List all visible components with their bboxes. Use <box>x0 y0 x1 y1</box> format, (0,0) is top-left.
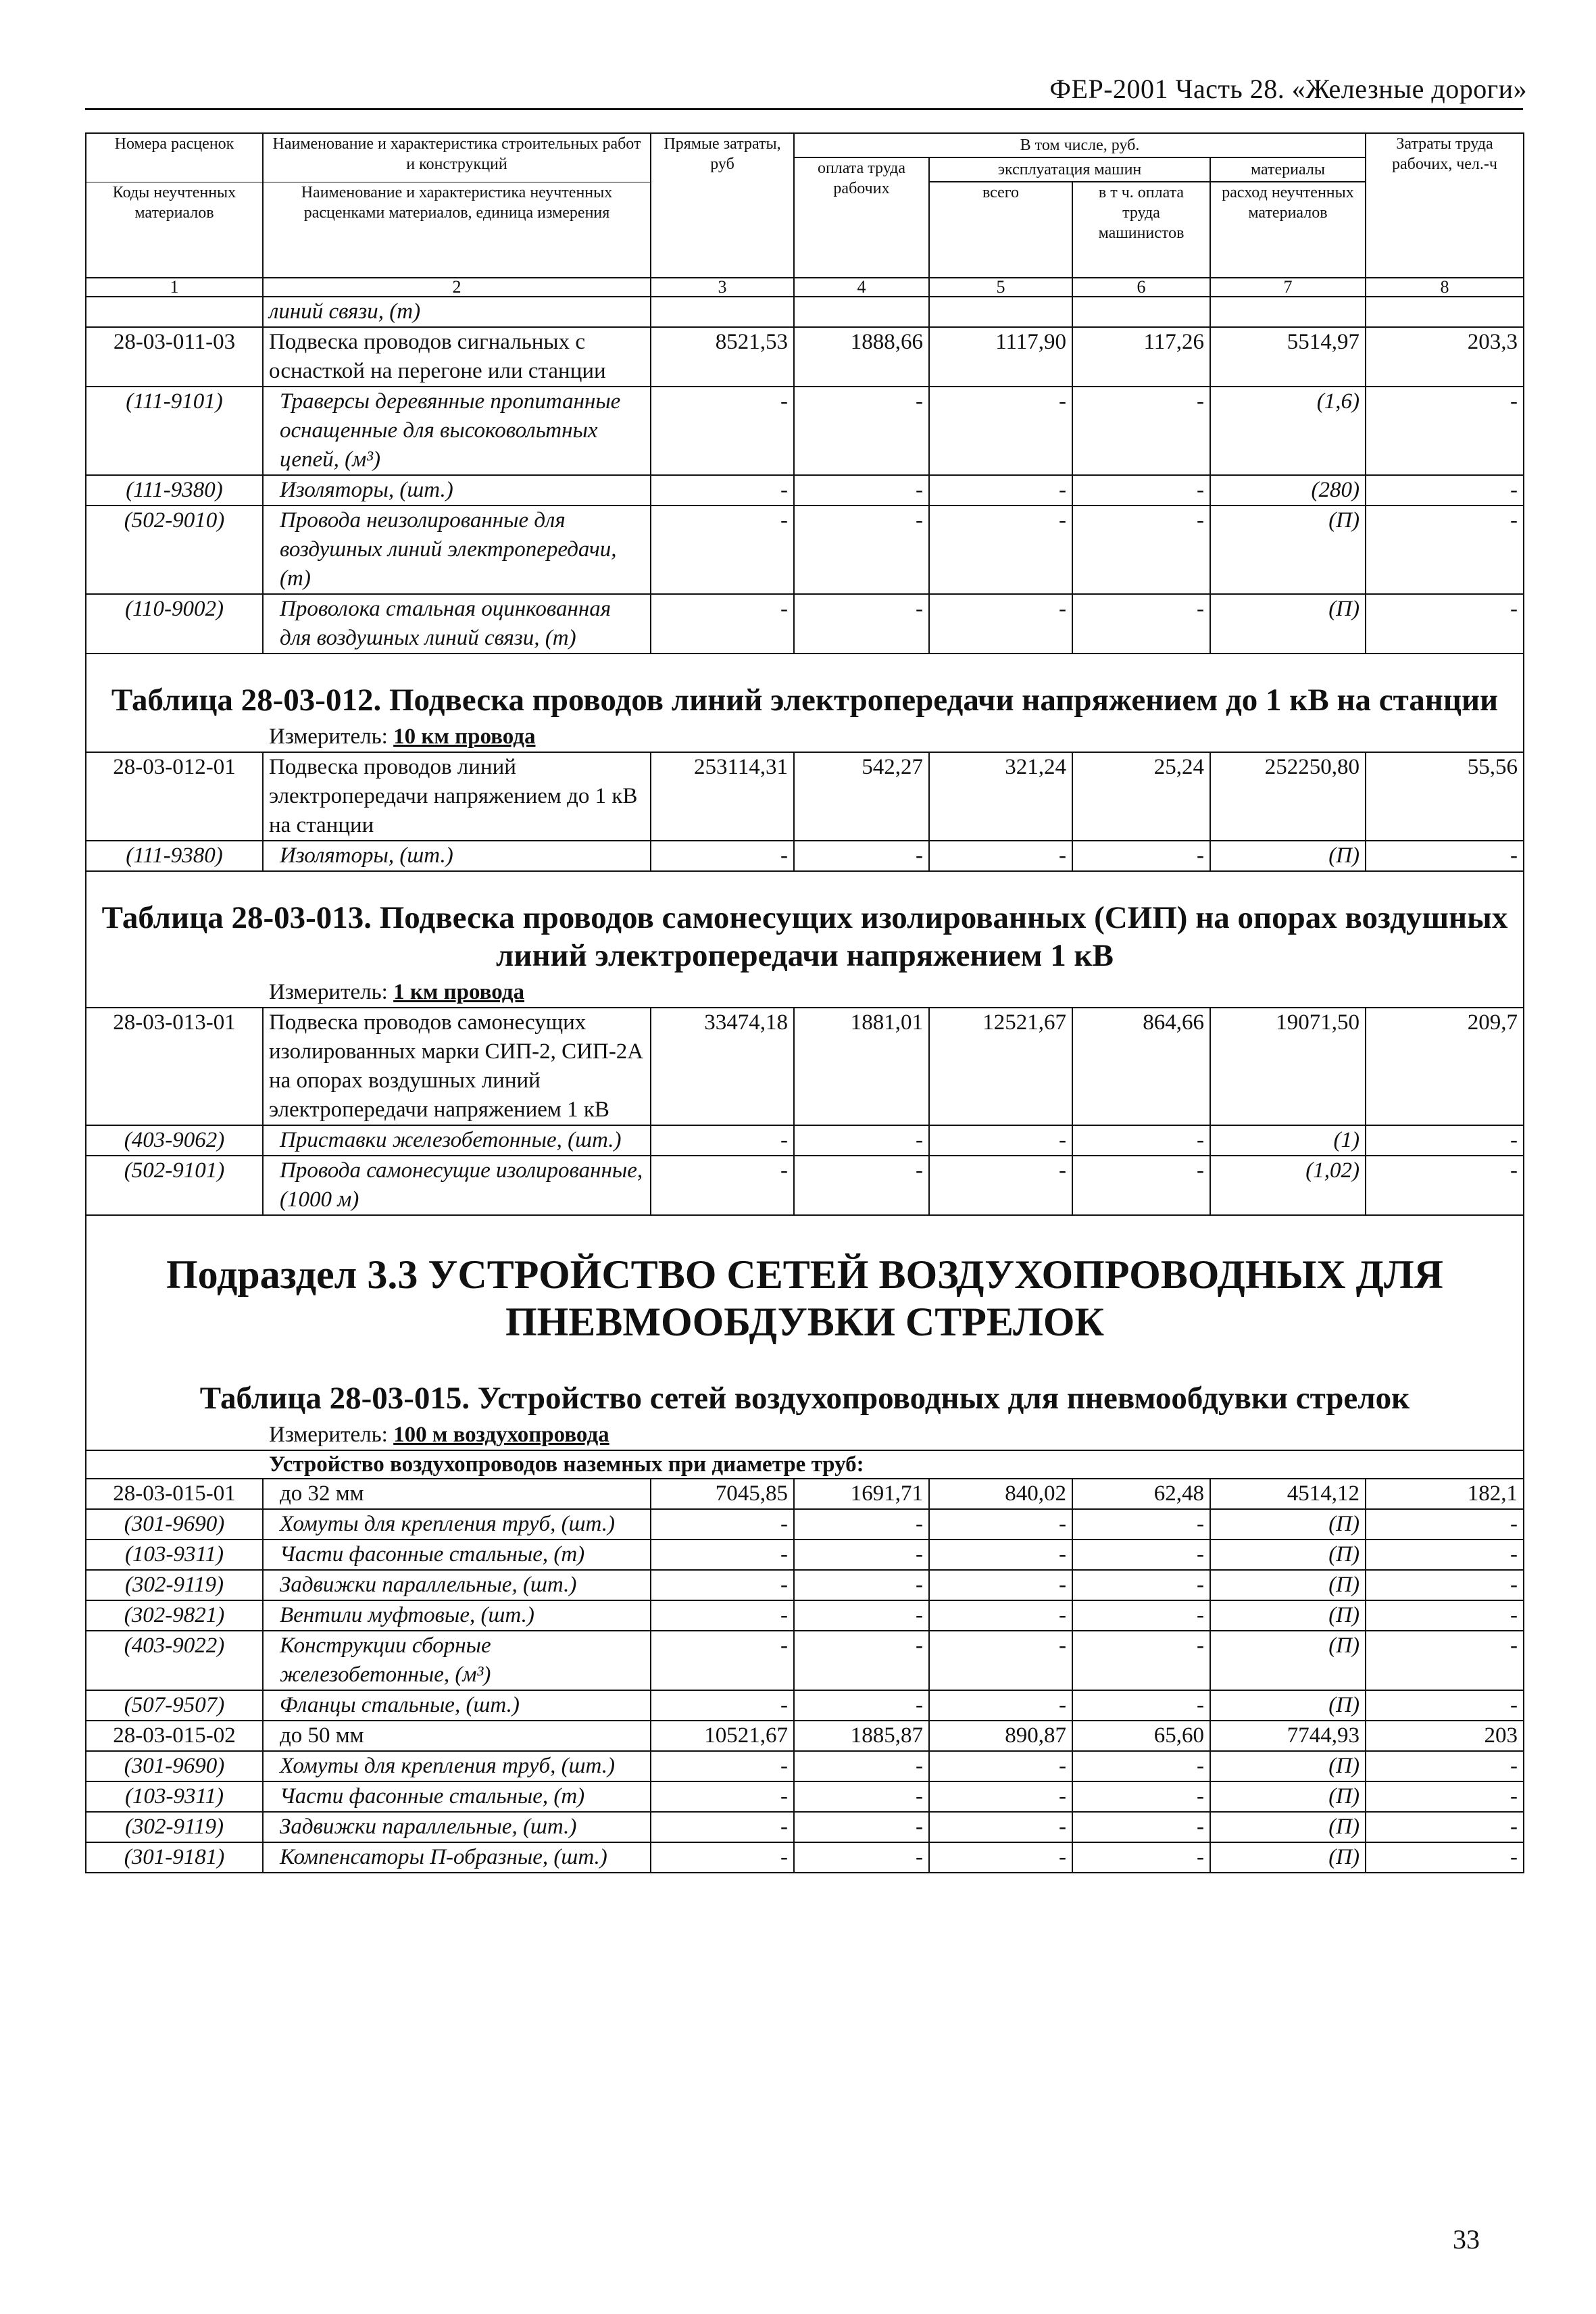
material-direct: - <box>651 841 794 871</box>
material-row <box>86 475 1524 506</box>
material-code: (403-9062) <box>86 1125 263 1156</box>
material-machinist: - <box>1072 1842 1210 1873</box>
material-labor: - <box>1366 1751 1524 1781</box>
material-total: - <box>929 841 1072 871</box>
material-total: - <box>929 1540 1072 1570</box>
measurement-unit <box>86 979 1523 1007</box>
material-labor: - <box>1366 1509 1524 1540</box>
material-machinist: - <box>1072 506 1210 594</box>
material-direct: - <box>651 594 794 654</box>
meter-value: 10 км провода <box>393 724 536 749</box>
material-direct: - <box>651 1781 794 1812</box>
rate-code: 28-03-011-03 <box>86 327 263 387</box>
machinist-pay-value: 117,26 <box>1072 327 1210 387</box>
group-heading-row <box>86 1450 1524 1479</box>
rate-description: до 50 мм <box>263 1721 651 1751</box>
material-code: (502-9101) <box>86 1156 263 1215</box>
material-row <box>86 1812 1524 1842</box>
header-unaccounted-description: Наименование и характеристика неучтенных расценками материалов, единица измерения <box>263 182 651 278</box>
worker-pay-value: 1885,87 <box>794 1721 929 1751</box>
material-quantity: (П) <box>1210 1842 1366 1873</box>
material-row <box>86 506 1524 594</box>
material-code: (111-9101) <box>86 387 263 475</box>
material-direct: - <box>651 1540 794 1570</box>
subsection-title: Подраздел 3.3 УСТРОЙСТВО СЕТЕЙ ВОЗДУХОПРОВОДНЫХ ДЛЯ ПНЕВМООБДУВКИ СТРЕЛОК <box>166 1252 1443 1344</box>
material-row <box>86 1540 1524 1570</box>
worker-pay-value: 1691,71 <box>794 1479 929 1509</box>
material-pay: - <box>794 1600 929 1631</box>
material-direct: - <box>651 1751 794 1781</box>
material-pay: - <box>794 1751 929 1781</box>
material-labor: - <box>1366 1631 1524 1690</box>
material-code: (502-9010) <box>86 506 263 594</box>
meter-value: 1 км провода <box>393 979 524 1004</box>
material-direct: - <box>651 475 794 506</box>
meter-label: Измеритель: <box>269 724 388 749</box>
header-worker-pay: оплата труда рабочих <box>794 157 929 278</box>
material-description: Задвижки параллельные, (шт.) <box>263 1570 651 1600</box>
material-machinist: - <box>1072 475 1210 506</box>
material-row <box>86 1570 1524 1600</box>
material-description: Фланцы стальные, (шт.) <box>263 1690 651 1721</box>
material-description: Изоляторы, (шт.) <box>263 475 651 506</box>
labor-costs-value: 55,56 <box>1366 752 1524 841</box>
material-description: Части фасонные стальные, (т) <box>263 1540 651 1570</box>
material-labor: - <box>1366 1812 1524 1842</box>
material-description: Компенсаторы П-образные, (шт.) <box>263 1842 651 1873</box>
material-machinist: - <box>1072 1570 1210 1600</box>
material-pay: - <box>794 1509 929 1540</box>
machinist-pay-value: 62,48 <box>1072 1479 1210 1509</box>
labor-costs-value: 203 <box>1366 1721 1524 1751</box>
rate-row <box>86 752 1524 841</box>
material-description: Вентили муфтовые, (шт.) <box>263 1600 651 1631</box>
labor-costs-value: 203,3 <box>1366 327 1524 387</box>
material-row <box>86 1509 1524 1540</box>
material-machinist: - <box>1072 841 1210 871</box>
table-title: Таблица 28-03-013. Подвеска проводов самонесущих изолированных (СИП) на опорах воздушных линий электропередачи напряжением 1 кВ <box>101 900 1508 973</box>
material-labor: - <box>1366 594 1524 654</box>
material-quantity: (П) <box>1210 1812 1366 1842</box>
rate-description: Подвеска проводов сигнальных с оснасткой на перегоне или станции <box>263 327 651 387</box>
rate-row <box>86 1479 1524 1509</box>
material-row <box>86 1631 1524 1690</box>
column-number: 2 <box>263 278 651 297</box>
material-pay: - <box>794 1842 929 1873</box>
material-code: (301-9181) <box>86 1842 263 1873</box>
pricing-table-frame <box>85 132 1523 1873</box>
machine-total-value: 840,02 <box>929 1479 1072 1509</box>
meter-label: Измеритель: <box>269 1422 388 1447</box>
header-work-description: Наименование и характеристика строительных работ и конструкций <box>263 133 651 182</box>
material-quantity: (П) <box>1210 1600 1366 1631</box>
material-direct: - <box>651 1125 794 1156</box>
material-labor: - <box>1366 1600 1524 1631</box>
material-row <box>86 1690 1524 1721</box>
material-code: (301-9690) <box>86 1509 263 1540</box>
material-code: (110-9002) <box>86 594 263 654</box>
materials-value: 5514,97 <box>1210 327 1366 387</box>
material-total: - <box>929 1156 1072 1215</box>
material-direct: - <box>651 1509 794 1540</box>
material-machinist: - <box>1072 1631 1210 1690</box>
subsection-row <box>86 1215 1524 1450</box>
direct-costs-value: 253114,31 <box>651 752 794 841</box>
header-row-1 <box>86 133 1524 157</box>
material-row <box>86 1600 1524 1631</box>
material-labor: - <box>1366 1125 1524 1156</box>
material-description: Задвижки параллельные, (шт.) <box>263 1812 651 1842</box>
material-description: Хомуты для крепления труб, (шт.) <box>263 1751 651 1781</box>
worker-pay-value: 1881,01 <box>794 1008 929 1125</box>
material-total: - <box>929 1690 1072 1721</box>
header-materials: материалы <box>1210 157 1366 182</box>
machine-total-value: 12521,67 <box>929 1008 1072 1125</box>
column-number: 8 <box>1366 278 1524 297</box>
material-total: - <box>929 594 1072 654</box>
material-pay: - <box>794 475 929 506</box>
column-number-row <box>86 278 1524 297</box>
material-quantity: (П) <box>1210 506 1366 594</box>
material-quantity: (П) <box>1210 1631 1366 1690</box>
material-machinist: - <box>1072 1812 1210 1842</box>
material-labor: - <box>1366 1540 1524 1570</box>
material-row <box>86 1125 1524 1156</box>
materials-value: 252250,80 <box>1210 752 1366 841</box>
material-quantity: (1,6) <box>1210 387 1366 475</box>
material-row <box>86 1781 1524 1812</box>
material-row <box>86 1751 1524 1781</box>
material-direct: - <box>651 1570 794 1600</box>
material-machinist: - <box>1072 1690 1210 1721</box>
machine-total-value: 890,87 <box>929 1721 1072 1751</box>
material-total: - <box>929 387 1072 475</box>
labor-costs-value: 182,1 <box>1366 1479 1524 1509</box>
rate-code: 28-03-015-01 <box>86 1479 263 1509</box>
header-unaccounted-materials: расход неучтенных материалов <box>1210 182 1366 278</box>
material-direct: - <box>651 506 794 594</box>
material-quantity: (1,02) <box>1210 1156 1366 1215</box>
column-number: 7 <box>1210 278 1366 297</box>
material-direct: - <box>651 387 794 475</box>
material-code: (111-9380) <box>86 475 263 506</box>
direct-costs-value: 8521,53 <box>651 327 794 387</box>
materials-value: 7744,93 <box>1210 1721 1366 1751</box>
material-quantity: (280) <box>1210 475 1366 506</box>
material-machinist: - <box>1072 1781 1210 1812</box>
material-pay: - <box>794 1781 929 1812</box>
material-quantity: (1) <box>1210 1125 1366 1156</box>
material-machinist: - <box>1072 1540 1210 1570</box>
material-direct: - <box>651 1600 794 1631</box>
header-direct-costs: Прямые затраты, руб <box>651 133 794 278</box>
group-heading: Устройство воздухопроводов наземных при диаметре труб: <box>269 1452 864 1477</box>
material-machinist: - <box>1072 1751 1210 1781</box>
material-total: - <box>929 1812 1072 1842</box>
material-total: - <box>929 1125 1072 1156</box>
material-total: - <box>929 1781 1072 1812</box>
material-labor: - <box>1366 1690 1524 1721</box>
material-pay: - <box>794 1570 929 1600</box>
material-machinist: - <box>1072 594 1210 654</box>
measurement-unit <box>86 1421 1523 1450</box>
column-number: 3 <box>651 278 794 297</box>
rate-code: 28-03-012-01 <box>86 752 263 841</box>
material-code: (301-9690) <box>86 1751 263 1781</box>
material-description: Хомуты для крепления труб, (шт.) <box>263 1509 651 1540</box>
worker-pay-value: 542,27 <box>794 752 929 841</box>
material-quantity: (П) <box>1210 1509 1366 1540</box>
material-labor: - <box>1366 1570 1524 1600</box>
material-direct: - <box>651 1156 794 1215</box>
material-quantity: (П) <box>1210 1570 1366 1600</box>
rate-row <box>86 1008 1524 1125</box>
material-quantity: (П) <box>1210 841 1366 871</box>
material-pay: - <box>794 506 929 594</box>
material-row <box>86 1842 1524 1873</box>
machine-total-value: 321,24 <box>929 752 1072 841</box>
material-code: (103-9311) <box>86 1781 263 1812</box>
material-pay: - <box>794 1540 929 1570</box>
material-code: (403-9022) <box>86 1631 263 1690</box>
material-code: (507-9507) <box>86 1690 263 1721</box>
measurement-unit <box>86 723 1523 752</box>
material-description: Проволока стальная оцинкованная для воздушных линий связи, (т) <box>263 594 651 654</box>
header-rate-numbers: Номера расценок <box>86 133 263 182</box>
rate-code: 28-03-015-02 <box>86 1721 263 1751</box>
machinist-pay-value: 864,66 <box>1072 1008 1210 1125</box>
rate-description: Подвеска проводов линий электропередачи напряжением до 1 кВ на станции <box>263 752 651 841</box>
material-pay: - <box>794 594 929 654</box>
material-direct: - <box>651 1690 794 1721</box>
material-total: - <box>929 1509 1072 1540</box>
material-pay: - <box>794 1156 929 1215</box>
table-title-row <box>86 871 1524 1008</box>
header-including: В том числе, руб. <box>794 133 1366 157</box>
column-number: 4 <box>794 278 929 297</box>
material-pay: - <box>794 387 929 475</box>
materials-value: 4514,12 <box>1210 1479 1366 1509</box>
column-number: 1 <box>86 278 263 297</box>
material-description: Провода неизолированные для воздушных линий электропередачи, (т) <box>263 506 651 594</box>
material-description: Конструкции сборные железобетонные, (м³) <box>263 1631 651 1690</box>
material-labor: - <box>1366 475 1524 506</box>
material-pay: - <box>794 1125 929 1156</box>
material-row <box>86 387 1524 475</box>
material-row <box>86 841 1524 871</box>
material-code: (111-9380) <box>86 841 263 871</box>
material-labor: - <box>1366 1781 1524 1812</box>
material-pay: - <box>794 1690 929 1721</box>
direct-costs-value: 10521,67 <box>651 1721 794 1751</box>
material-total: - <box>929 1600 1072 1631</box>
meter-value: 100 м воздухопровода <box>393 1422 609 1447</box>
material-pay: - <box>794 841 929 871</box>
material-total: - <box>929 1631 1072 1690</box>
rate-description: до 32 мм <box>263 1479 651 1509</box>
material-quantity: (П) <box>1210 1781 1366 1812</box>
meter-label: Измеритель: <box>269 979 388 1004</box>
material-pay: - <box>794 1631 929 1690</box>
material-description: Траверсы деревянные пропитанные оснащенные для высоковольтных цепей, (м³) <box>263 387 651 475</box>
material-description: Части фасонные стальные, (т) <box>263 1781 651 1812</box>
material-description: Изоляторы, (шт.) <box>263 841 651 871</box>
material-description: Провода самонесущие изолированные, (1000 м) <box>263 1156 651 1215</box>
material-row <box>86 1156 1524 1215</box>
material-total: - <box>929 1751 1072 1781</box>
material-direct: - <box>651 1631 794 1690</box>
table-title-row <box>86 654 1524 752</box>
direct-costs-value: 33474,18 <box>651 1008 794 1125</box>
running-header: ФЕР-2001 Часть 28. «Железные дороги» <box>1049 74 1527 104</box>
material-direct: - <box>651 1842 794 1873</box>
rate-row <box>86 1721 1524 1751</box>
material-direct: - <box>651 1812 794 1842</box>
continuation-row <box>86 297 1524 327</box>
page-number: 33 <box>1453 2224 1480 2255</box>
material-machinist: - <box>1072 1509 1210 1540</box>
header-unaccounted-codes: Коды неучтенных материалов <box>86 182 263 278</box>
material-quantity: (П) <box>1210 1751 1366 1781</box>
material-machinist: - <box>1072 1600 1210 1631</box>
material-quantity: (П) <box>1210 1690 1366 1721</box>
header-machinist-pay: в т ч. оплата труда машинистов <box>1072 182 1210 278</box>
material-total: - <box>929 506 1072 594</box>
header-labor-costs: Затраты труда рабочих, чел.-ч <box>1366 133 1524 278</box>
materials-value: 19071,50 <box>1210 1008 1366 1125</box>
material-quantity: (П) <box>1210 1540 1366 1570</box>
material-code: (302-9119) <box>86 1812 263 1842</box>
material-labor: - <box>1366 1156 1524 1215</box>
worker-pay-value: 1888,66 <box>794 327 929 387</box>
material-machinist: - <box>1072 387 1210 475</box>
column-number: 6 <box>1072 278 1210 297</box>
material-machinist: - <box>1072 1125 1210 1156</box>
column-number: 5 <box>929 278 1072 297</box>
material-labor: - <box>1366 387 1524 475</box>
material-machinist: - <box>1072 1156 1210 1215</box>
machinist-pay-value: 65,60 <box>1072 1721 1210 1751</box>
header-rule <box>85 108 1523 110</box>
machinist-pay-value: 25,24 <box>1072 752 1210 841</box>
table-title: Таблица 28-03-015. Устройство сетей воздухопроводных для пневмообдувки стрелок <box>199 1380 1410 1416</box>
material-code: (302-9821) <box>86 1600 263 1631</box>
material-total: - <box>929 475 1072 506</box>
material-code: (103-9311) <box>86 1540 263 1570</box>
material-quantity: (П) <box>1210 594 1366 654</box>
material-labor: - <box>1366 1842 1524 1873</box>
material-total: - <box>929 1842 1072 1873</box>
header-machine-total: всего <box>929 182 1072 278</box>
labor-costs-value: 209,7 <box>1366 1008 1524 1125</box>
machine-total-value: 1117,90 <box>929 327 1072 387</box>
material-row <box>86 594 1524 654</box>
table-title: Таблица 28-03-012. Подвеска проводов линий электропередачи напряжением до 1 кВ на станции <box>111 682 1499 718</box>
material-pay: - <box>794 1812 929 1842</box>
rate-code: 28-03-013-01 <box>86 1008 263 1125</box>
material-total: - <box>929 1570 1072 1600</box>
material-labor: - <box>1366 841 1524 871</box>
pricing-table <box>85 132 1524 1873</box>
material-description: Приставки железобетонные, (шт.) <box>263 1125 651 1156</box>
continuation-text: линий связи, (т) <box>263 297 651 327</box>
material-labor: - <box>1366 506 1524 594</box>
material-code: (302-9119) <box>86 1570 263 1600</box>
rate-description: Подвеска проводов самонесущих изолированных марки СИП-2, СИП-2А на опорах воздушных линий электропередачи напряжением 1 кВ <box>263 1008 651 1125</box>
header-machine-operation: эксплуатация машин <box>929 157 1210 182</box>
direct-costs-value: 7045,85 <box>651 1479 794 1509</box>
rate-row <box>86 327 1524 387</box>
